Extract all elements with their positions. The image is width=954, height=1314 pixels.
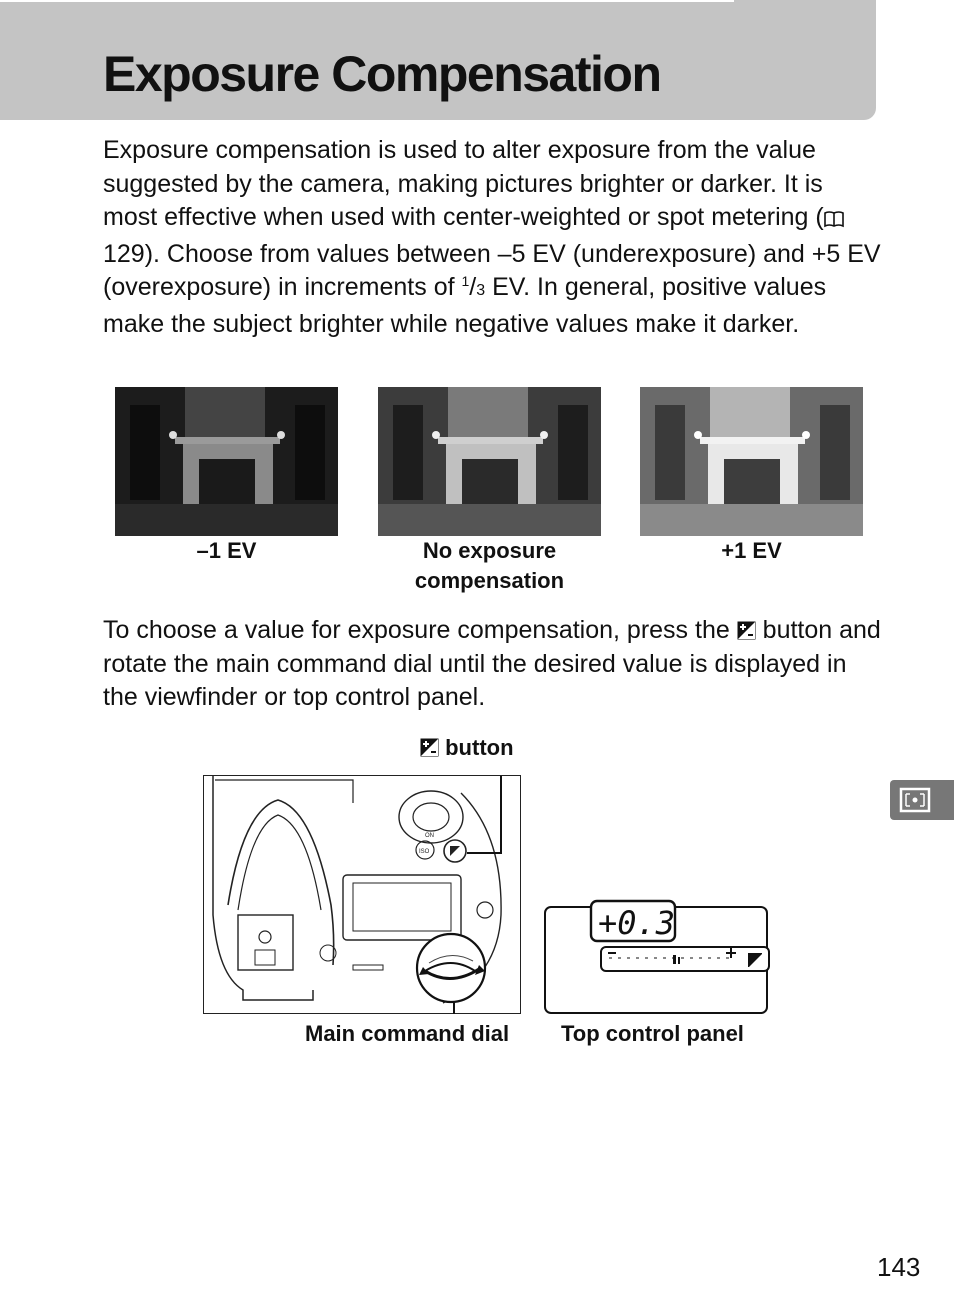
exposure-compensation-icon xyxy=(737,621,756,640)
example-photo-minus-1ev xyxy=(115,387,338,536)
instruction-text-2: button and rotate the main command dial until the desired value is displayed in the viewfinder or top control panel. xyxy=(103,616,881,712)
main-command-dial-label: Main command dial xyxy=(305,1021,510,1046)
example-photo-plus-1ev xyxy=(640,387,863,536)
camera-top-illustration xyxy=(203,775,521,1015)
caption-plus-1ev: +1 EV xyxy=(721,538,782,563)
fraction-numerator: 1 xyxy=(461,273,470,290)
book-icon xyxy=(824,204,844,238)
camera-on-label: ON xyxy=(425,833,434,839)
fireplace-photo-dark xyxy=(115,387,338,536)
intro-text-3: EV. In general, positive values make the subject brighter while negative values make it darker. xyxy=(103,273,827,338)
intro-ref-page: 129 xyxy=(103,239,145,268)
page-title: Exposure Compensation xyxy=(103,46,661,102)
top-control-panel-label: Top control panel xyxy=(561,1021,744,1046)
instruction-paragraph xyxy=(103,614,883,715)
intro-text-2: ). Choose from values between –5 EV (underexposure) and +5 EV (overexposure) in increments of xyxy=(103,239,881,302)
top-control-panel-illustration xyxy=(544,895,770,1017)
fraction-denominator: 3 xyxy=(476,282,486,300)
fireplace-photo-normal xyxy=(378,387,601,536)
fireplace-photo-bright xyxy=(640,387,863,536)
panel-exposure-compensation-icon xyxy=(748,953,762,967)
instruction-text-1: To choose a value for exposure compensation, press the xyxy=(103,616,737,644)
exposure-button-label xyxy=(420,735,514,761)
fraction-slash: / xyxy=(469,273,477,302)
page-number: 143 xyxy=(877,1252,921,1282)
exposure-compensation-icon xyxy=(420,738,439,757)
caption-minus-1ev: –1 EV xyxy=(196,538,257,563)
title-band-topline xyxy=(0,0,734,2)
intro-text-1: Exposure compensation is used to alter exposure from the value suggested by the camera, making pictures brighter or darker. It is most effective when used with center-weighted or spot metering ( xyxy=(103,136,824,232)
exposure-mode-tab-icon xyxy=(890,780,954,820)
example-photo-no-compensation xyxy=(378,387,601,536)
panel-value: +0.3 xyxy=(598,904,676,942)
camera-iso-label: ISO xyxy=(419,849,430,855)
side-tab xyxy=(890,780,954,820)
caption-no-compensation: No exposure compensation xyxy=(414,538,565,593)
exposure-button-label-text: button xyxy=(439,735,514,760)
intro-paragraph xyxy=(103,134,883,342)
